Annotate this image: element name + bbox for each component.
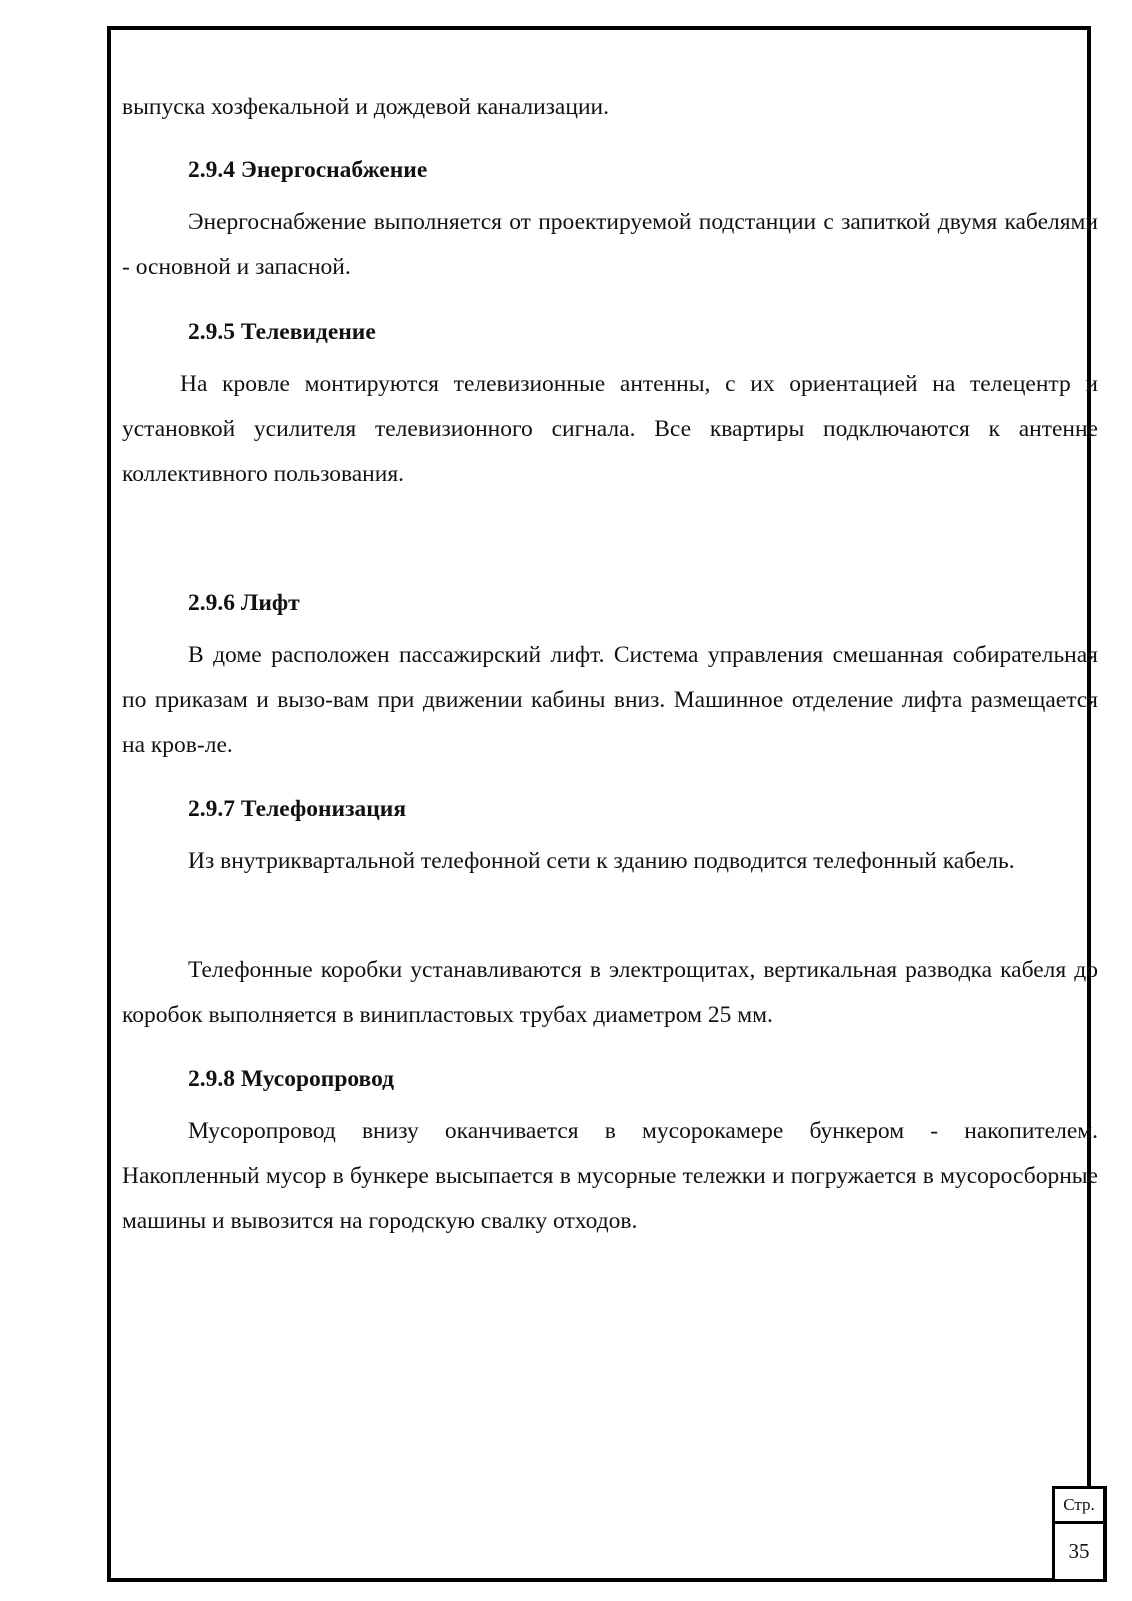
page-number: 35 (1068, 1539, 1090, 1563)
paragraph-drainage-continuation: выпуска хозфекальной и дождевой канализации. (122, 94, 609, 120)
page-number-box (1052, 1486, 1107, 1582)
paragraph-elevator: В доме расположен пассажирский лифт. Система управления смешанная собирательная по приказам и вызо-вам при движении кабины вниз. Машинное отделение лифта размещается на кров-ле. (122, 642, 1098, 758)
paragraph-telephony-boxes: Телефонные коробки устанавливаются в электрощитах, вертикальная разводка кабеля до коробок выполняется в винипластовых трубах диаметром 25 мм. (122, 957, 1098, 1028)
page-label: Стр. (1055, 1489, 1103, 1524)
heading-power-supply: 2.9.4 Энергоснабжение (188, 157, 428, 183)
paragraph-garbage-chute: Мусоропровод внизу оканчивается в мусорокамере бункером - накопителем. Накопленный мусор в бункере высыпается в мусорные тележки и погружается в мусоросборные машины и вывозится на городскую свалку отходов. (122, 1118, 1098, 1234)
paragraph-power-supply: Энергоснабжение выполняется от проектируемой подстанции с запиткой двумя кабелями - основной и запасной. (122, 209, 1098, 280)
paragraph-television: На кровле монтируются телевизионные антенны, с их ориентацией на телецентр и установкой усилителя телевизионного сигнала. Все квартиры подключаются к антенне коллективного пользования. (122, 371, 1098, 487)
heading-elevator: 2.9.6 Лифт (188, 590, 300, 616)
paragraph-telephony-cable: Из внутриквартальной телефонной сети к зданию подводится телефонный кабель. (188, 848, 1015, 874)
heading-television: 2.9.5 Телевидение (188, 319, 376, 345)
heading-garbage-chute: 2.9.8 Мусоропровод (188, 1066, 395, 1092)
heading-telephony: 2.9.7 Телефонизация (188, 796, 407, 822)
